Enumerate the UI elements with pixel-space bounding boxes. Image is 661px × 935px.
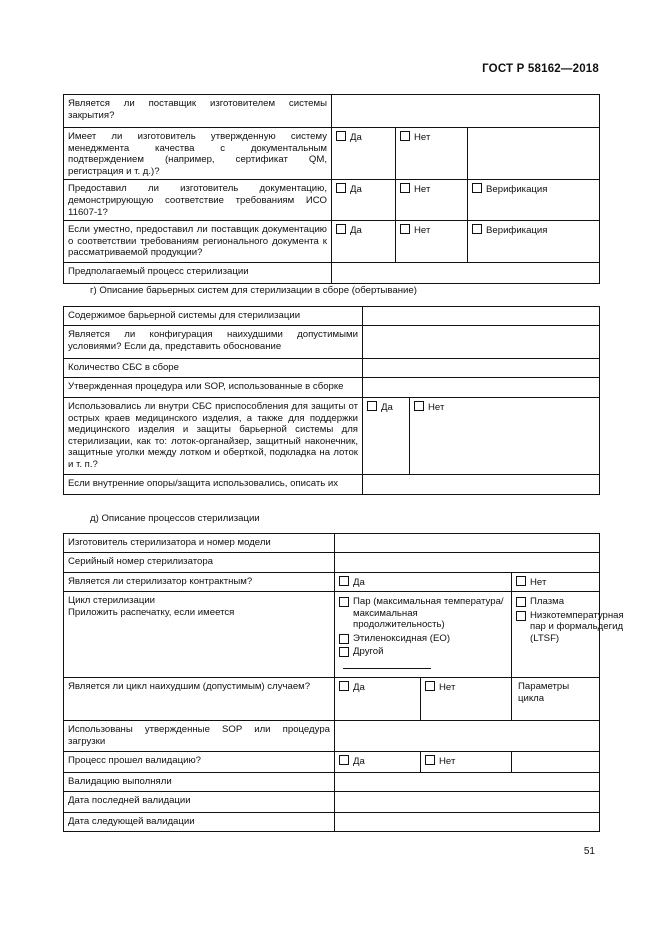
- option-yes-label: Да: [353, 756, 365, 767]
- question-cell: Является ли цикл наихудшим (допустимым) случаем?: [64, 678, 335, 721]
- table-row: [64, 180, 600, 221]
- question-cell: Является ли конфигурация наихудшими допустимыми условиями? Если да, представить обоснование: [64, 326, 363, 359]
- option-yes-label: Да: [350, 225, 362, 237]
- answer-no-cell: [512, 573, 600, 592]
- option-other-label: Другой: [353, 646, 384, 658]
- table-row: [64, 534, 600, 553]
- checkbox-icon[interactable]: [400, 183, 410, 193]
- table-row: [64, 95, 600, 128]
- section-title-d: д) Описание процессов стерилизации: [90, 513, 260, 524]
- answer-cell[interactable]: [332, 95, 600, 128]
- option-steam-label: Пар (максимальная температура/максимальная продолжительность): [353, 596, 504, 631]
- table-row: [64, 773, 600, 792]
- question-cell: Если внутренние опоры/защита использовались, описать их: [64, 475, 363, 495]
- table-row: [64, 678, 600, 721]
- table-row: [64, 378, 600, 398]
- table-row: [64, 752, 600, 773]
- table-row: [64, 326, 600, 359]
- cycle-options-left-cell: [335, 592, 512, 678]
- table-row: [64, 792, 600, 813]
- checkbox-icon[interactable]: [400, 224, 410, 234]
- table-row: [64, 359, 600, 378]
- option-no-label: Нет: [439, 682, 456, 693]
- checkbox-icon[interactable]: [339, 681, 349, 691]
- answer-cell[interactable]: [335, 813, 600, 832]
- checkbox-icon[interactable]: [400, 131, 410, 141]
- option-ltsf-label: Низкотемпературная пар и формальдегид (LTSF): [530, 609, 624, 644]
- answer-cell[interactable]: [335, 721, 600, 752]
- checkbox-icon[interactable]: [339, 647, 349, 657]
- option-yes-label: Да: [381, 402, 393, 413]
- option-ltsf: [516, 609, 624, 645]
- checkbox-icon[interactable]: [516, 611, 526, 621]
- answer-cell[interactable]: [335, 534, 600, 553]
- option-yes-label: Да: [353, 682, 365, 693]
- sterilization-process-table: [63, 533, 624, 832]
- answer-verification-cell: [468, 180, 600, 221]
- checkbox-icon[interactable]: [516, 576, 526, 586]
- table-row: [64, 128, 600, 180]
- question-cell: Предполагаемый процесс стерилизации: [64, 263, 332, 284]
- option-steam: [339, 596, 507, 631]
- table-row: [64, 573, 600, 592]
- option-yes-label: Да: [353, 577, 365, 588]
- question-cell: Утвержденная процедура или SOP, использованные в сборке: [64, 378, 363, 398]
- option-eo: [339, 633, 507, 645]
- checkbox-icon[interactable]: [339, 576, 349, 586]
- option-no-label: Нет: [439, 756, 456, 767]
- question-cell: Использованы утвержденные SOP или процедура загрузки: [64, 721, 335, 752]
- checkbox-icon[interactable]: [425, 755, 435, 765]
- answer-yes-cell: [363, 398, 410, 475]
- question-cell: Содержимое барьерной системы для стерилизации: [64, 307, 363, 326]
- answer-cell[interactable]: [335, 792, 600, 813]
- answer-empty-cell[interactable]: [512, 752, 600, 773]
- answer-no-cell: [396, 128, 468, 180]
- answer-no-cell: [396, 180, 468, 221]
- table-row: [64, 307, 600, 326]
- question-cell: Изготовитель стерилизатора и номер модели: [64, 534, 335, 553]
- answer-no-cell: [410, 398, 600, 475]
- option-no-label: Нет: [414, 225, 431, 237]
- answer-cell[interactable]: [363, 326, 600, 359]
- answer-yes-cell: [332, 180, 396, 221]
- option-yes-label: Да: [350, 132, 362, 143]
- answer-no-cell: [396, 221, 468, 263]
- question-cell: Серийный номер стерилизатора: [64, 553, 335, 573]
- question-cell: Цикл стерилизации Приложить распечатку, если имеется: [64, 592, 335, 678]
- answer-cell[interactable]: [332, 263, 600, 284]
- answer-yes-cell: [335, 678, 421, 721]
- checkbox-icon[interactable]: [414, 401, 424, 411]
- answer-no-cell: [421, 678, 512, 721]
- cycle-options-right-cell: [512, 592, 624, 678]
- table-row: [64, 398, 600, 475]
- page-header-standard: ГОСТ Р 58162—2018: [482, 63, 599, 75]
- checkbox-icon[interactable]: [336, 224, 346, 234]
- answer-empty-cell[interactable]: [468, 128, 600, 180]
- page-number: 51: [583, 846, 595, 857]
- barrier-system-table: [63, 306, 600, 495]
- answer-yes-cell: [335, 752, 421, 773]
- answer-cell[interactable]: [335, 553, 600, 573]
- option-yes-label: Да: [350, 184, 362, 196]
- option-other: [339, 646, 507, 658]
- checkbox-icon[interactable]: [472, 224, 482, 234]
- answer-cell[interactable]: [335, 773, 600, 792]
- question-cell: Процесс прошел валидацию?: [64, 752, 335, 773]
- answer-no-cell: [421, 752, 512, 773]
- question-cell: Количество СБС в сборе: [64, 359, 363, 378]
- answer-yes-cell: [332, 128, 396, 180]
- option-verification-label: Верификация: [486, 184, 548, 196]
- option-plasma: [516, 596, 595, 608]
- table-row: [64, 592, 600, 678]
- question-cell: Если уместно, предоставил ли поставщик документацию о соответствии требованиям регионального документа к рассматриваемой продукции?: [64, 221, 332, 263]
- checkbox-icon[interactable]: [367, 401, 377, 411]
- checkbox-icon[interactable]: [336, 131, 346, 141]
- question-cell: Дата следующей валидации: [64, 813, 335, 832]
- table-row: [64, 475, 600, 495]
- option-verification-label: Верификация: [486, 225, 548, 237]
- other-fill-line[interactable]: [343, 660, 431, 669]
- question-cell: Имеет ли изготовитель утвержденную систему менеджмента качества с документальным подтверждением (например, сертификат QM, регистрация и т. д.)?: [64, 128, 332, 180]
- answer-cell[interactable]: [363, 359, 600, 378]
- checkbox-icon[interactable]: [339, 755, 349, 765]
- question-cell: Валидацию выполняли: [64, 773, 335, 792]
- supplier-table: [63, 94, 600, 284]
- answer-yes-cell: [335, 573, 512, 592]
- option-no-label: Нет: [414, 184, 431, 196]
- option-no-label: Нет: [414, 132, 431, 143]
- answer-cell[interactable]: [363, 378, 600, 398]
- question-cell: Является ли стерилизатор контрактным?: [64, 573, 335, 592]
- table-row: [64, 263, 600, 284]
- checkbox-icon[interactable]: [339, 634, 349, 644]
- answer-verification-cell: [468, 221, 600, 263]
- table-row: [64, 553, 600, 573]
- table-row: [64, 221, 600, 263]
- answer-yes-cell: [332, 221, 396, 263]
- checkbox-icon[interactable]: [516, 597, 526, 607]
- checkbox-icon[interactable]: [339, 597, 349, 607]
- checkbox-icon[interactable]: [472, 183, 482, 193]
- section-title-g: г) Описание барьерных систем для стерилизации в сборе (обертывание): [90, 285, 417, 296]
- checkbox-icon[interactable]: [425, 681, 435, 691]
- question-cell: Дата последней валидации: [64, 792, 335, 813]
- option-no-label: Нет: [428, 402, 445, 413]
- question-cell: Предоставил ли изготовитель документацию, демонстрирующую соответствие требованиям ИСО 11607-1?: [64, 180, 332, 221]
- cycle-params-cell: Параметры цикла: [512, 678, 600, 721]
- table-row: [64, 813, 600, 832]
- option-eo-label: Этиленоксидная (ЕО): [353, 632, 451, 644]
- option-plasma-label: Плазма: [530, 596, 565, 607]
- answer-cell[interactable]: [363, 475, 600, 495]
- option-no-label: Нет: [530, 577, 547, 588]
- checkbox-icon[interactable]: [336, 183, 346, 193]
- question-cell: Использовались ли внутри СБС приспособления для защиты от острых краев медицинского изделия, а также для поддержки медицинского изделия и защиты барьерной системы для стерилизации, как то: лоток-органайзер, защитный наконечник, защитные уголки между лотком и оберткой, подкладка на лоток и т. п.?: [64, 398, 363, 475]
- question-cell: Является ли поставщик изготовителем системы закрытия?: [64, 95, 332, 128]
- table-row: [64, 721, 600, 752]
- answer-cell[interactable]: [363, 307, 600, 326]
